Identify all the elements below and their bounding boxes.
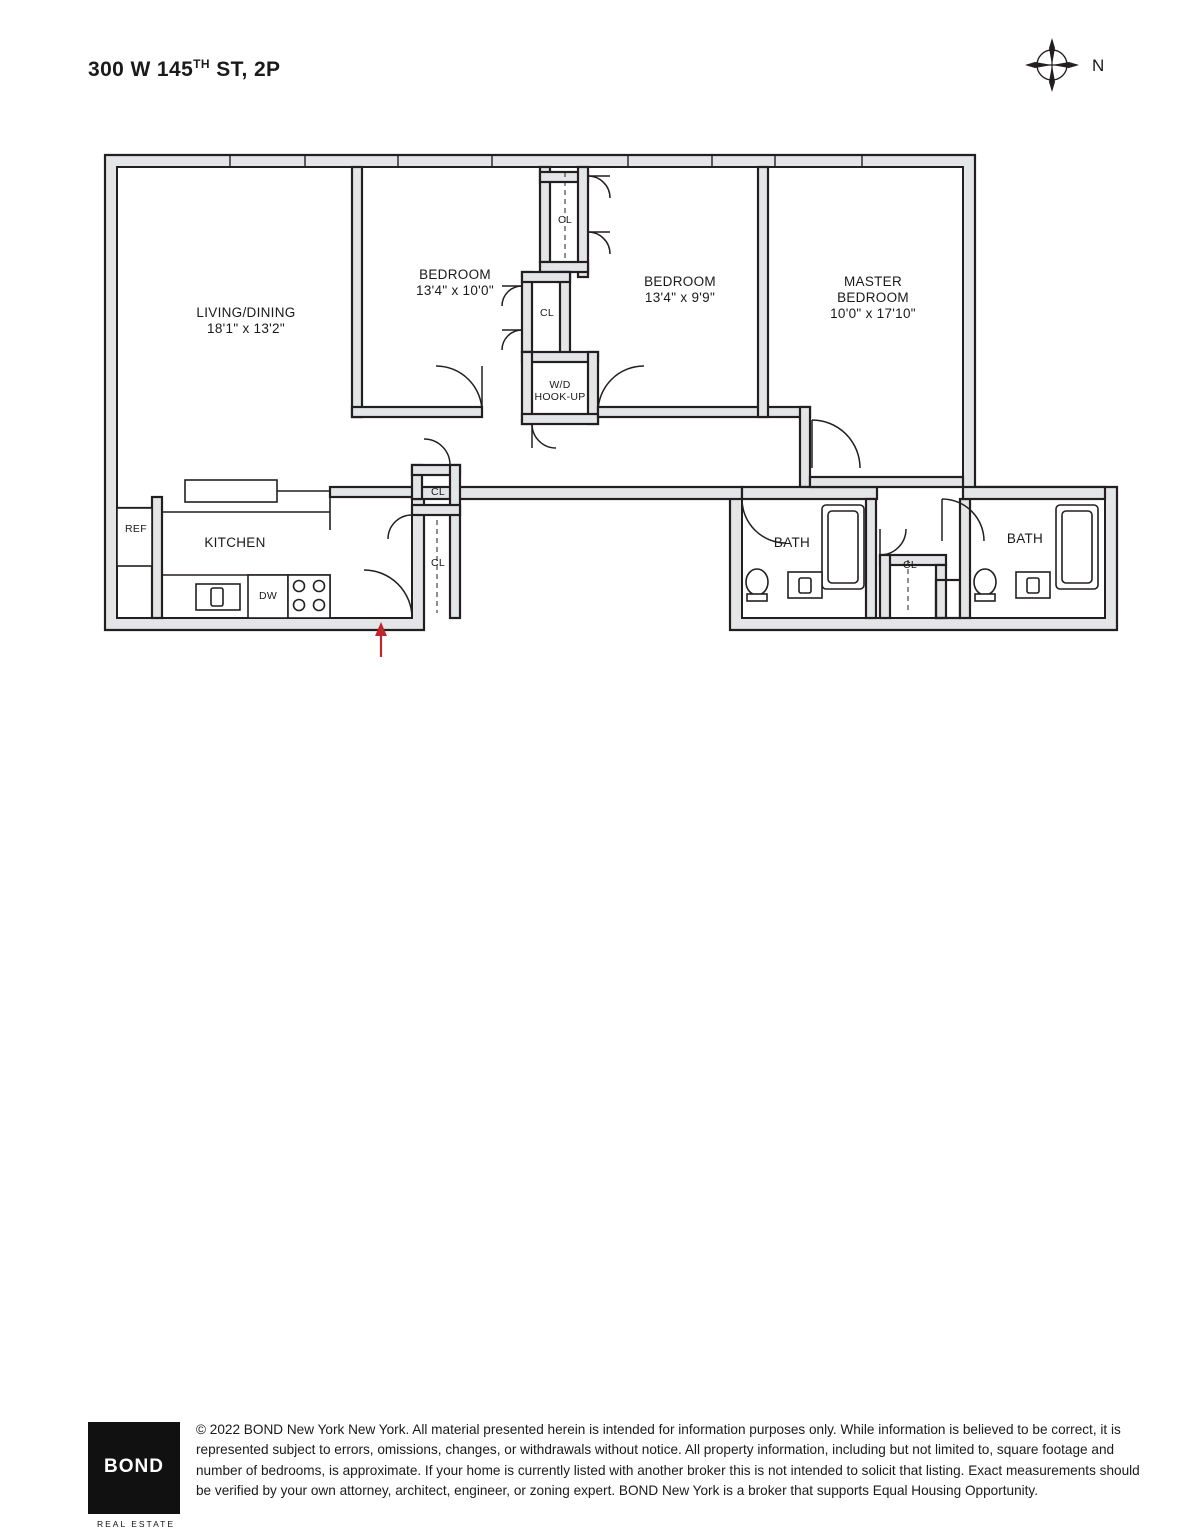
label-closet-bedroom1-mid: CL (539, 307, 555, 319)
label-closet-hall-upper: CL (430, 486, 446, 498)
title-address-post: ST, 2P (209, 58, 281, 81)
bond-logo-word: BOND (104, 1456, 164, 1477)
room-label-living-dining: LIVING/DINING 18'1" x 13'2" (196, 305, 296, 336)
label-closet-hall-lower: CL (430, 557, 446, 569)
room-label-bedroom-1: BEDROOM 13'4" x 10'0" (416, 267, 494, 298)
label-washer-dryer-line2: HOOK-UP (534, 391, 586, 403)
room-label-master-bedroom: MASTER BEDROOM 10'0" x 17'10" (830, 274, 916, 321)
room-label-kitchen: KITCHEN (204, 535, 266, 550)
label-dishwasher: DW (258, 590, 278, 602)
floorplan-svg (0, 0, 1200, 700)
room-label-bath-2: BATH (1006, 531, 1044, 546)
bond-logo (88, 1422, 180, 1514)
label-closet-bath-corridor: CL (902, 559, 918, 571)
compass-north-label: N (1092, 56, 1105, 75)
title-address-ordinal: TH (193, 57, 210, 71)
label-refrigerator: REF (125, 523, 147, 535)
room-label-bedroom-2: BEDROOM 13'4" x 9'9" (644, 274, 716, 305)
disclaimer-text: © 2022 BOND New York New York. All material presented herein is intended for information purposes only. While information is believed to be correct, it is represented subject to errors, omissions, changes, or withdrawals without notice. All property information, including but not limited to, square footage and number of bedrooms, is approximate. If your home is currently listed with another broker this is not intended to solicit that listing. Exact measurements should be verified by your own attorney, architect, engineer, or zoning expert. BOND New York is a broker that supports Equal Housing Opportunity. (196, 1422, 1140, 1499)
label-closet-bedroom1-top: CL (557, 214, 573, 226)
title-address-pre: 300 W 145 (88, 58, 194, 81)
label-washer-dryer-line1: W/D (549, 379, 571, 391)
room-label-bath-1: BATH (773, 535, 811, 550)
bond-logo-subtitle: REAL ESTATE (96, 1519, 176, 1529)
floorplan-drawing (0, 0, 1200, 700)
footer (0, 700, 1200, 1529)
